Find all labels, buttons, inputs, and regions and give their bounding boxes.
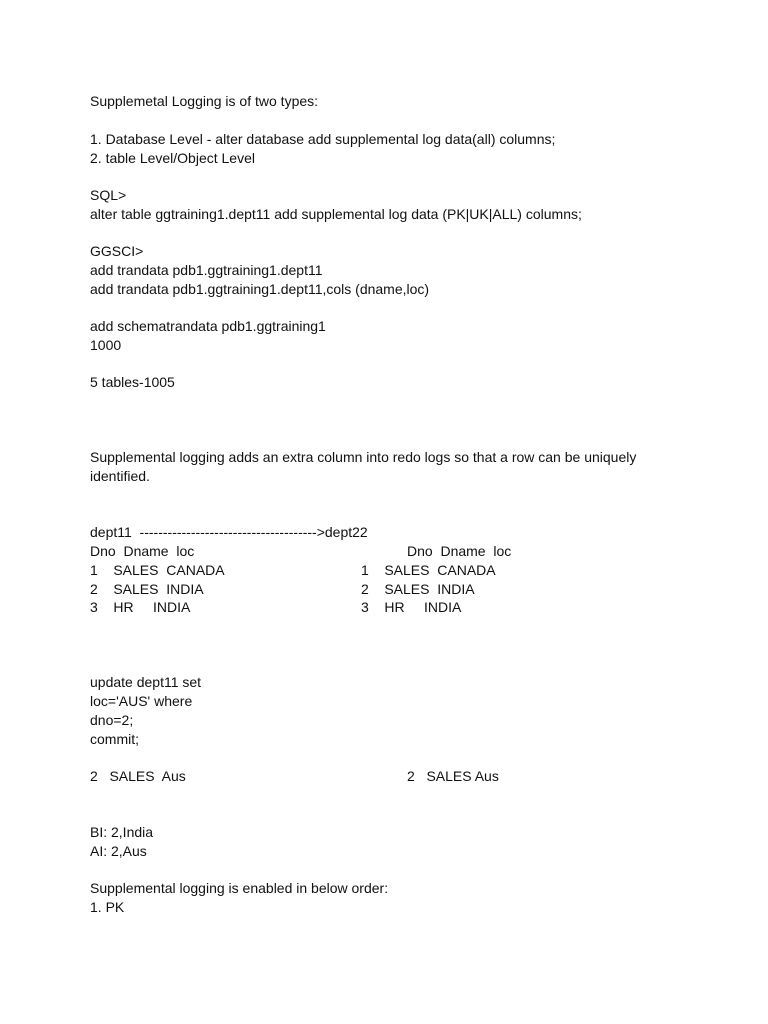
tables-note: 5 tables-1005 [90,374,175,390]
right-table-row: 2 SALES INDIA [361,581,475,597]
update-line: loc='AUS' where [90,693,193,709]
result-left: 2 SALES Aus [90,768,186,784]
trandata-line-1: add trandata pdb1.ggtraining1.dept11 [90,262,323,278]
update-line: update dept11 set [90,674,202,690]
update-line: commit; [90,731,139,747]
left-table-row: 3 HR INDIA [90,599,191,615]
after-image-line: AI: 2,Aus [90,843,147,859]
left-table-row: 1 SALES CANADA [90,562,225,578]
sql-prompt: SQL> [90,187,127,203]
order-intro: Supplemental logging is enabled in below order: [90,880,389,896]
left-table-header: Dno Dname loc [90,543,195,559]
before-image-line: BI: 2,India [90,824,154,840]
order-item-1: 1. PK [90,899,125,915]
intro-line: Supplemetal Logging is of two types: [90,93,319,109]
sql-command: alter table ggtraining1.dept11 add supplemental log data (PK|UK|ALL) columns; [90,206,582,222]
ggsci-prompt: GGSCI> [90,243,144,259]
number-1000: 1000 [90,337,122,353]
right-table-header: Dno Dname loc [407,543,512,559]
explanation-paragraph: Supplemental logging adds an extra column into redo logs so that a row can be uniquely identified. [90,449,637,484]
type-1-line: 1. Database Level - alter database add supplemental log data(all) columns; [90,131,556,147]
schematrandata-line: add schematrandata pdb1.ggtraining1 [90,318,326,334]
update-line: dno=2; [90,712,134,728]
right-table-row: 3 HR INDIA [361,599,462,615]
type-2-line: 2. table Level/Object Level [90,150,255,166]
dept-arrow-line: dept11 -------------------------------------->dept22 [90,524,368,540]
trandata-line-2: add trandata pdb1.ggtraining1.dept11,cols (dname,loc) [90,281,430,297]
left-table-row: 2 SALES INDIA [90,581,204,597]
right-table-row: 1 SALES CANADA [361,562,496,578]
result-right: 2 SALES Aus [407,768,499,784]
